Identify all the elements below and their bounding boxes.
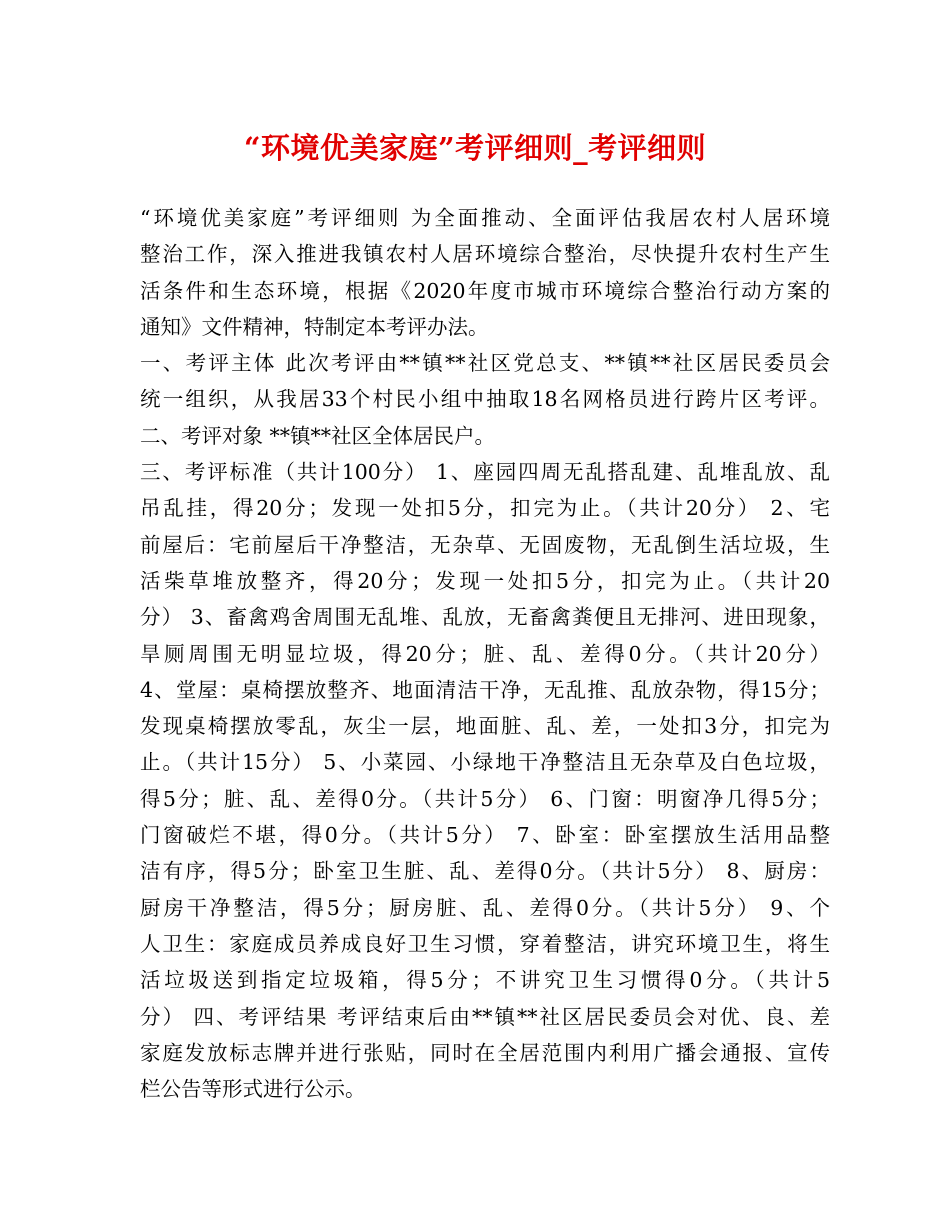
body-line: 4、堂屋：桌椅摆放整齐、地面清洁干净，无乱推、乱放杂物，得15分； bbox=[140, 677, 830, 702]
body-line: 分） 3、畜禽鸡舍周围无乱堆、乱放，无畜禽粪便且无排河、进田现象， bbox=[140, 605, 830, 630]
body-line: 栏公告等形式进行公示。 bbox=[140, 1077, 366, 1102]
body-line: 厨房干净整洁，得5分；厨房脏、乱、差得0分。（共计5分） 9、个 bbox=[140, 895, 830, 920]
body-line: 止。（共计15分） 5、小菜园、小绿地干净整洁且无杂草及白色垃圾， bbox=[140, 750, 830, 775]
body-line: 活柴草堆放整齐，得20分；发现一处扣5分，扣完为止。（共计20 bbox=[140, 568, 830, 593]
body-line: 得5分；脏、乱、差得0分。（共计5分） 6、门窗：明窗净几得5分； bbox=[140, 786, 830, 811]
body-line: 门窗破烂不堪，得0分。（共计5分） 7、卧室：卧室摆放生活用品整 bbox=[140, 823, 830, 848]
body-line: 家庭发放标志牌并进行张贴，同时在全居范围内利用广播会通报、宣传 bbox=[140, 1040, 830, 1065]
body-line: 活条件和生态环境，根据《2020年度市城市环境综合整治行动方案的 bbox=[140, 278, 830, 303]
document-body bbox=[140, 200, 830, 1107]
body-line: 发现桌椅摆放零乱，灰尘一层，地面脏、乱、差，一处扣3分，扣完为 bbox=[140, 714, 830, 739]
body-line: 通知》文件精神，特制定本考评办法。 bbox=[140, 314, 489, 339]
document-title: “环境优美家庭”考评细则_考评细则 bbox=[243, 131, 707, 165]
body-line: “环境优美家庭”考评细则 为全面推动、全面评估我居农村人居环境 bbox=[140, 206, 830, 230]
body-line: 统一组织，从我居33个村民小组中抽取18名网格员进行跨片区考评。 bbox=[140, 387, 830, 412]
body-line: 三、考评标准（共计100分） 1、座园四周无乱搭乱建、乱堆乱放、乱 bbox=[140, 460, 830, 485]
body-line: 分） 四、考评结果 考评结束后由**镇**社区居民委员会对优、良、差 bbox=[140, 1004, 830, 1029]
body-line: 活垃圾送到指定垃圾箱，得5分；不讲究卫生习惯得0分。（共计5 bbox=[140, 968, 830, 993]
body-line: 整治工作，深入推进我镇农村人居环境综合整治，尽快提升农村生产生 bbox=[140, 242, 830, 267]
body-line: 洁有序，得5分；卧室卫生脏、乱、差得0分。（共计5分） 8、厨房： bbox=[140, 859, 830, 884]
body-line: 吊乱挂，得20分；发现一处扣5分，扣完为止。（共计20分） 2、宅 bbox=[140, 496, 830, 521]
body-line: 前屋后：宅前屋后干净整洁，无杂草、无固废物，无乱倒生活垃圾，生 bbox=[140, 532, 830, 557]
body-line: 人卫生：家庭成员养成良好卫生习惯，穿着整洁，讲究环境卫生，将生 bbox=[140, 931, 830, 956]
body-line: 一、考评主体 此次考评由**镇**社区党总支、**镇**社区居民委员会 bbox=[140, 351, 830, 376]
body-line: 二、考评对象 **镇**社区全体居民户。 bbox=[140, 423, 496, 448]
body-line: 旱厕周围无明显垃圾，得20分；脏、乱、差得0分。（共计20分） bbox=[140, 641, 830, 666]
